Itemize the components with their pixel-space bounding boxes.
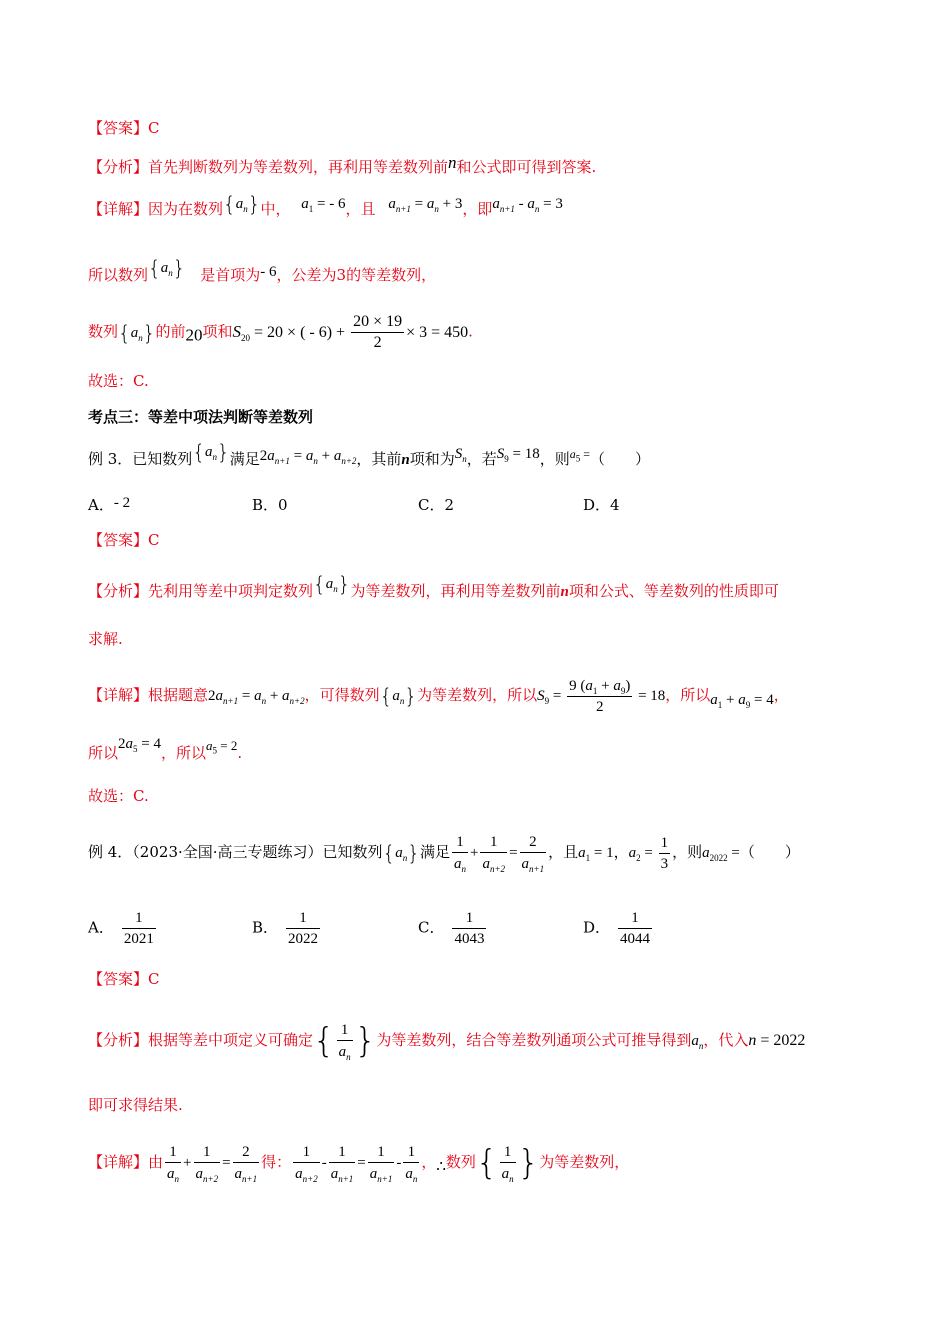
analysis-line-1	[88, 152, 596, 178]
math-reciprocal-seq: { $\frac{1}{a_n}$ }	[475, 1143, 540, 1184]
detail-line-e3: 【详解】根据题意$2a_{n+1} = a_n + a_{n+2}$，可得数列$\{a_n\}$为等差数列，所以$S_9$ = $\frac{9 (a_1 + a_9)}{2}$ = 18，所以$a_1 + a_9 = 4$，	[88, 675, 789, 717]
detail-line-e3b: 所以$2a_5 = 4$，所以$a_5 = 2$.	[88, 736, 243, 762]
detail-text: 为等差数列，所以	[417, 686, 538, 704]
math-a2022: $a_{2022}$ =	[702, 845, 740, 863]
analysis-text: ，代入	[703, 1031, 749, 1049]
detail-text: 数列	[445, 1153, 476, 1171]
math-sum-formula: $S_{20} = 20$ × ( - 6) + $\frac{20 \times 19}{2}$ × 3 = 450	[232, 313, 469, 351]
math-an: $a_n$	[691, 1033, 704, 1051]
math-seq-an: $\{a_n\}$	[148, 256, 186, 280]
answer-label: 【答案】	[88, 531, 149, 549]
detail-text-2: 中，	[260, 200, 291, 218]
option-c[interactable]: C．2	[418, 496, 455, 514]
question-text: ，则	[672, 843, 703, 861]
analysis-label: 【分析】	[88, 582, 149, 600]
math-seq-an: $\{a_n\}$	[223, 192, 261, 216]
option-label: C．	[418, 918, 445, 937]
detail-line-e4	[88, 1142, 629, 1184]
detail-text: 由	[148, 1153, 164, 1171]
choice-line-3: 故选：C.	[88, 787, 149, 805]
math-difference: $a_{n+1} - a_n = 3$	[492, 196, 563, 214]
analysis-line-3b: 求解.	[88, 630, 123, 648]
option-label: B．	[252, 918, 279, 937]
math-a5: a5 =	[569, 447, 591, 464]
math-difference: $\frac{1}{a_{n+2}}$ - $\frac{1}{a_{n+1}}$ = $\frac{1}{a_{n+1}}$ - $\frac{1}{a_n}$	[295, 1144, 418, 1184]
option-value: - 2	[113, 495, 131, 511]
math-sn: $S_n$	[454, 446, 467, 464]
detail-text-3: ，且	[345, 200, 376, 218]
question-text: （ ）	[739, 843, 800, 861]
math-condition: $2a_{n+1} = a_n + a_{n+2}$	[259, 448, 357, 466]
detail-text: 根据题意	[148, 686, 209, 704]
math-recurrence: $a_{n+1} = a_n + 3$	[388, 196, 463, 214]
therefore-icon: ∴	[436, 1157, 446, 1175]
detail-label: 【详解】	[88, 1153, 149, 1171]
detail-text: 所以数列	[88, 266, 149, 284]
answer-value: C	[148, 531, 160, 549]
math-seq-an: $\{a_n\}$	[118, 320, 156, 345]
example-label: 例 3．已知数列	[88, 450, 193, 468]
math-n: n	[448, 153, 457, 172]
math-reciprocal-seq: { $\frac{1}{a_n}$ }	[313, 1021, 377, 1062]
analysis-text: 项和公式、等差数列的性质即可	[568, 582, 779, 600]
detail-text: ，	[421, 1153, 437, 1171]
question-text: ，其前	[356, 450, 402, 468]
question-text: ，且	[548, 843, 579, 861]
option-c[interactable]: C． $\frac{1}{4043}$	[418, 910, 485, 947]
option-b[interactable]: B． $\frac{1}{2022}$	[252, 910, 319, 947]
math-condition: $2a_{n+1} = a_n + a_{n+2}$	[208, 688, 305, 706]
analysis-label: 【分析】	[88, 158, 149, 176]
math-seq-an: $\{a_n\}$	[379, 684, 418, 708]
detail-text: 的前	[155, 322, 186, 341]
option-value: 4044	[620, 931, 651, 947]
detail-text: ，公差为3的等差数列，	[276, 266, 437, 284]
option-label: A．	[88, 496, 114, 514]
example4-question: 例 4．（2023·全国·高三专题练习）已知数列$\{a_n\}$满足 $\frac{1}{a_n}$ + $\frac{1}{a_{n+2}}$ = $\frac{2}{a_{n+1}}$ ，且$a_1 = 1$，$a_2$ = $\frac{1}{3}$ ，则$a_{2022}$ =（ ）	[88, 834, 800, 874]
example3-question: 例 3．已知数列$\{a_n\}$满足$2a_{n+1} = a_n + a_{n+2}$，其前n项和为$S_n$，若$S_9 = 18$，则$^{a_5 =}$（ ）	[88, 440, 651, 468]
analysis-text: 先利用等差中项判定数列	[148, 582, 314, 600]
math-condition: $\frac{1}{a_n}$ + $\frac{1}{a_{n+2}}$ = $\frac{2}{a_{n+1}}$	[167, 1144, 258, 1184]
option-a[interactable]	[88, 494, 130, 515]
example-label: 例 4．（2023·全国·高三专题练习）已知数列	[88, 843, 383, 861]
analysis-text: 为等差数列，结合等差数列通项公式可推导得到	[376, 1031, 692, 1049]
math-a1: $a_1 = 1$	[578, 845, 614, 863]
option-d[interactable]: D．4	[583, 496, 620, 514]
question-text: ，则	[539, 450, 570, 468]
option-label: A．	[88, 918, 114, 937]
math-n-2022: n = 2022	[748, 1032, 806, 1049]
analysis-line-4	[88, 1020, 805, 1062]
option-label: D．	[583, 918, 611, 937]
answer-label: 【答案】	[88, 970, 149, 988]
option-a[interactable]: A． $\frac{1}{2021}$	[88, 910, 154, 947]
detail-text: ，所以	[160, 744, 206, 762]
option-b[interactable]: B．0	[252, 496, 288, 514]
math-a2: $a_2$ = $\frac{1}{3}$	[628, 834, 669, 872]
math-2a5: $2a_5 = 4$	[118, 736, 161, 754]
choice-line-1: 故选：C.	[88, 372, 149, 390]
math-s9: $S_9 = 18$	[496, 446, 540, 464]
analysis-text: 为等差数列，再利用等差数列前	[350, 582, 561, 600]
option-value: 2021	[123, 931, 154, 947]
analysis-line-3: 【分析】先利用等差中项判定数列$\{a_n\}$为等差数列，再利用等差数列前n项和公式、等差数列的性质即可	[88, 572, 779, 600]
detail-text: 因为在数列	[148, 200, 224, 218]
detail-text: 为等差数列，	[539, 1153, 630, 1171]
math-seq-an: $\{a_n\}$	[382, 841, 420, 865]
question-text: （ ）	[590, 450, 651, 468]
detail-text: 数列	[88, 322, 119, 341]
answer-line-1	[88, 117, 160, 139]
analysis-line-4b: 即可求得结果.	[88, 1096, 183, 1114]
detail-text: 项和	[202, 322, 233, 341]
detail-text: 所以	[88, 744, 119, 762]
option-d[interactable]: D． $\frac{1}{4044}$	[583, 910, 651, 947]
question-text: 项和为	[409, 450, 455, 468]
analysis-text: 首先判断数列为等差数列，再利用等差数列前	[148, 158, 449, 176]
math-a1: $a_1$ = - 6	[301, 196, 346, 214]
answer-label: 【答案】	[88, 119, 149, 137]
section-title: 考点三：等差中项法判断等差数列	[88, 408, 314, 426]
detail-text: ，可得数列	[304, 686, 380, 704]
math-s9-formula: $S_9$ = $\frac{9 (a_1 + a_9)}{2}$ = 18	[537, 686, 665, 704]
detail-label: 【详解】	[88, 200, 149, 218]
answer-value: C	[148, 970, 160, 988]
detail-line-1	[88, 192, 563, 220]
answer-value: C	[148, 119, 160, 137]
detail-line-2	[88, 256, 436, 286]
math-a1-a9: $a_1 + a_9 = 4$	[710, 692, 774, 710]
option-value: 2022	[288, 931, 319, 947]
math-seq-an: $\{a_n\}$	[192, 440, 230, 464]
detail-text-4: ，即	[462, 200, 493, 218]
detail-text: ，所以	[665, 686, 711, 704]
math-a5-value: $a_5 = 2$	[206, 738, 238, 756]
detail-text: 得：	[261, 1153, 292, 1171]
option-value: 4043	[454, 931, 485, 947]
analysis-label: 【分析】	[88, 1031, 149, 1049]
math-twenty: 20	[185, 325, 203, 345]
question-text: 满足	[229, 450, 260, 468]
question-text: 满足	[420, 843, 451, 861]
answer-line-3	[88, 529, 160, 551]
math-condition: $\frac{1}{a_n}$ + $\frac{1}{a_{n+2}}$ = $\frac{2}{a_{n+1}}$	[454, 834, 545, 874]
detail-line-3: 数列$\{a_n\}$的前20项和$S_{20} = 20$ × ( - 6) + $\frac{20 \times 19}{2}$ × 3 = 450.	[88, 313, 473, 351]
detail-label: 【详解】	[88, 686, 149, 704]
analysis-text: 根据等差中项定义可确定	[148, 1031, 314, 1049]
detail-text: 是首项为	[200, 266, 261, 284]
math-seq-an: $\{a_n\}$	[313, 572, 351, 596]
question-text: ，若	[466, 450, 497, 468]
answer-line-4	[88, 968, 160, 990]
math-minus-six: - 6	[260, 264, 277, 280]
analysis-text-2: 和公式即可得到答案.	[456, 158, 597, 176]
